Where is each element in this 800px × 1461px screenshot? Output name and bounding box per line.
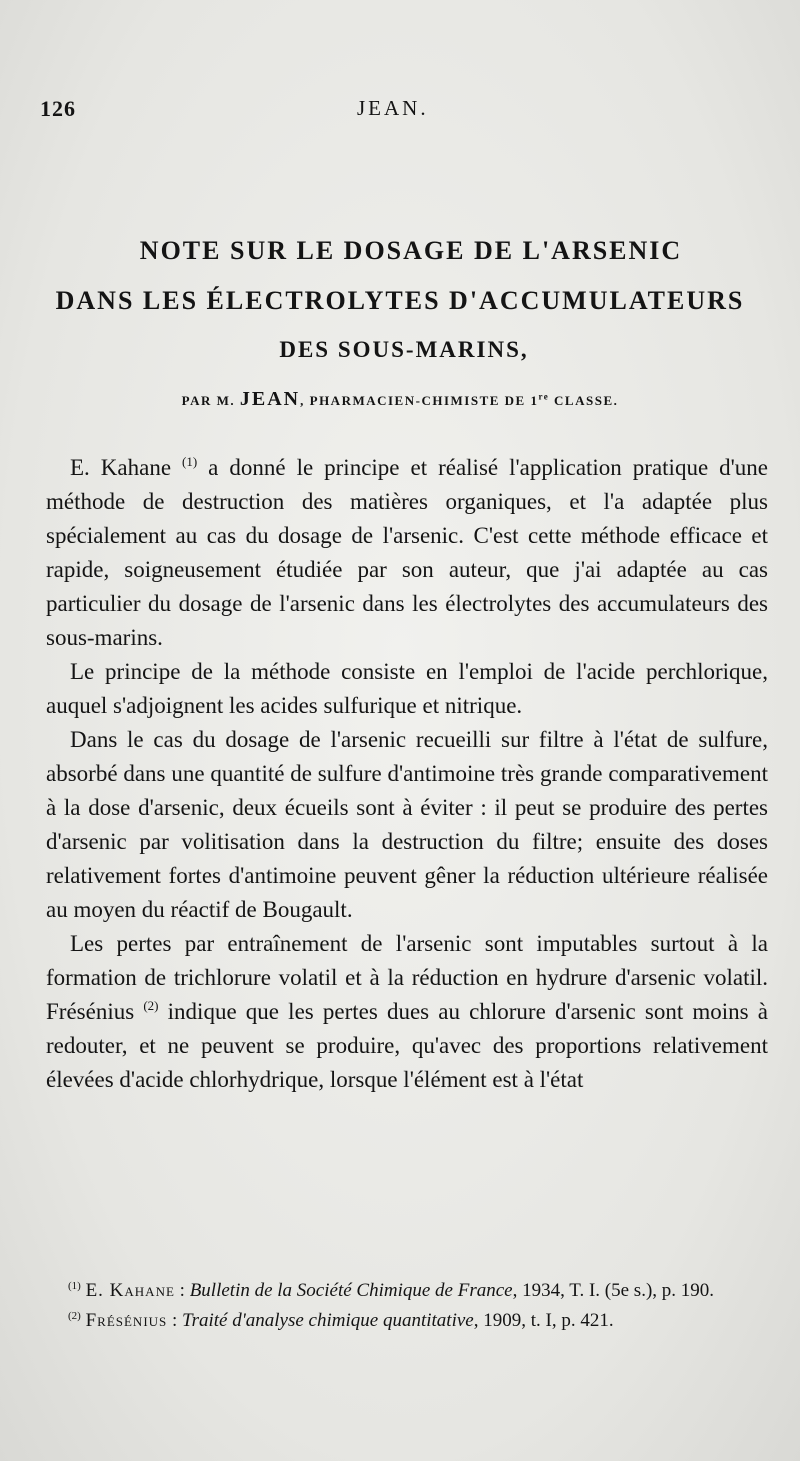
footnote-ref-1: (1) — [182, 454, 198, 469]
byline-author: JEAN — [239, 388, 301, 410]
footnote-1 — [46, 1276, 768, 1306]
byline-role: , PHARMACIEN-CHIMISTE DE 1 — [300, 393, 539, 408]
title-line-2: DANS LES ÉLECTROLYTES D'ACCUMULATEURS — [55, 286, 745, 315]
running-title: JEAN. — [357, 96, 429, 120]
footnote-2-work: Traité d'analyse chimique quantitative — [182, 1310, 474, 1331]
byline — [0, 388, 800, 411]
title-line-3: DES SOUS-MARINS, — [279, 337, 529, 362]
footnote-2-details: , 1909, t. I, p. 421. — [473, 1310, 614, 1331]
article-title — [0, 226, 800, 374]
running-head — [0, 96, 800, 126]
byline-role-superscript: re — [538, 391, 550, 402]
paragraph-4-start: Les pertes par entraînement de l'arsenic sont imputables surtout à la formation de trichlorure volatil et à la réduction en hydrure d'arsenic volatil. Frésénius — [46, 931, 768, 1024]
footnotes — [46, 1276, 768, 1336]
footnote-2-separator: : — [167, 1310, 183, 1331]
paragraph-3: Dans le cas du dosage de l'arsenic recueilli sur filtre à l'état de sulfure, absorbé dans une quantité de sulfure d'antimoine très grande comparativement à la dose d'arsenic, deux écueils sont à éviter : il peut se produire des pertes d'arsenic par volitisation dans la destruction du filtre; ensuite des doses relativement fortes d'antimoine peuvent gêner la réduction ultérieure réalisée au moyen du réactif de Bougault. — [46, 727, 768, 922]
footnote-1-author: E. Kahane — [85, 1280, 175, 1301]
footnote-2 — [46, 1306, 768, 1336]
paragraph-4 — [46, 927, 768, 1097]
article-body — [46, 451, 768, 1097]
footnote-1-details: , 1934, T. I. (5e s.), p. 190. — [512, 1280, 715, 1301]
footnote-ref-2: (2) — [143, 998, 159, 1013]
paragraph-1-rest: a donné le principe et réalisé l'application pratique d'une méthode de destruction des matières organiques, et l'a adaptée plus spécialement au cas du dosage de l'arsenic. C'est cette méthode efficace et rapide, soigneusement étudiée par son auteur, que j'ai adaptée au cas particulier du dosage de l'arsenic dans les électrolytes des accumulateurs des sous-marins. — [46, 455, 768, 650]
byline-role-end: CLASSE. — [549, 393, 619, 408]
paragraph-2: Le principe de la méthode consiste en l'emploi de l'acide perchlorique, auquel s'adjoignent les acides sulfurique et nitrique. — [46, 659, 768, 718]
footnote-2-author: Frésénius — [85, 1310, 168, 1331]
page-number: 126 — [40, 96, 76, 121]
title-line-1: NOTE SUR LE DOSAGE DE L'ARSENIC — [139, 236, 683, 265]
footnote-1-work: Bulletin de la Société Chimique de France — [189, 1280, 513, 1301]
paragraph-4-rest: indique que les pertes dues au chlorure d'arsenic sont moins à redouter, et ne peuvent se produire, qu'avec des proportions relativement élevées d'acide chlorhydrique, lorsque l'élément est à l'état — [46, 999, 768, 1092]
paragraph-1 — [46, 451, 768, 655]
byline-prefix: PAR M. — [181, 393, 236, 408]
paragraph-1-start: E. Kahane — [70, 455, 183, 480]
footnote-1-mark: (1) — [68, 1280, 81, 1292]
footnote-1-separator: : — [174, 1280, 190, 1301]
footnote-2-mark: (2) — [68, 1310, 81, 1322]
